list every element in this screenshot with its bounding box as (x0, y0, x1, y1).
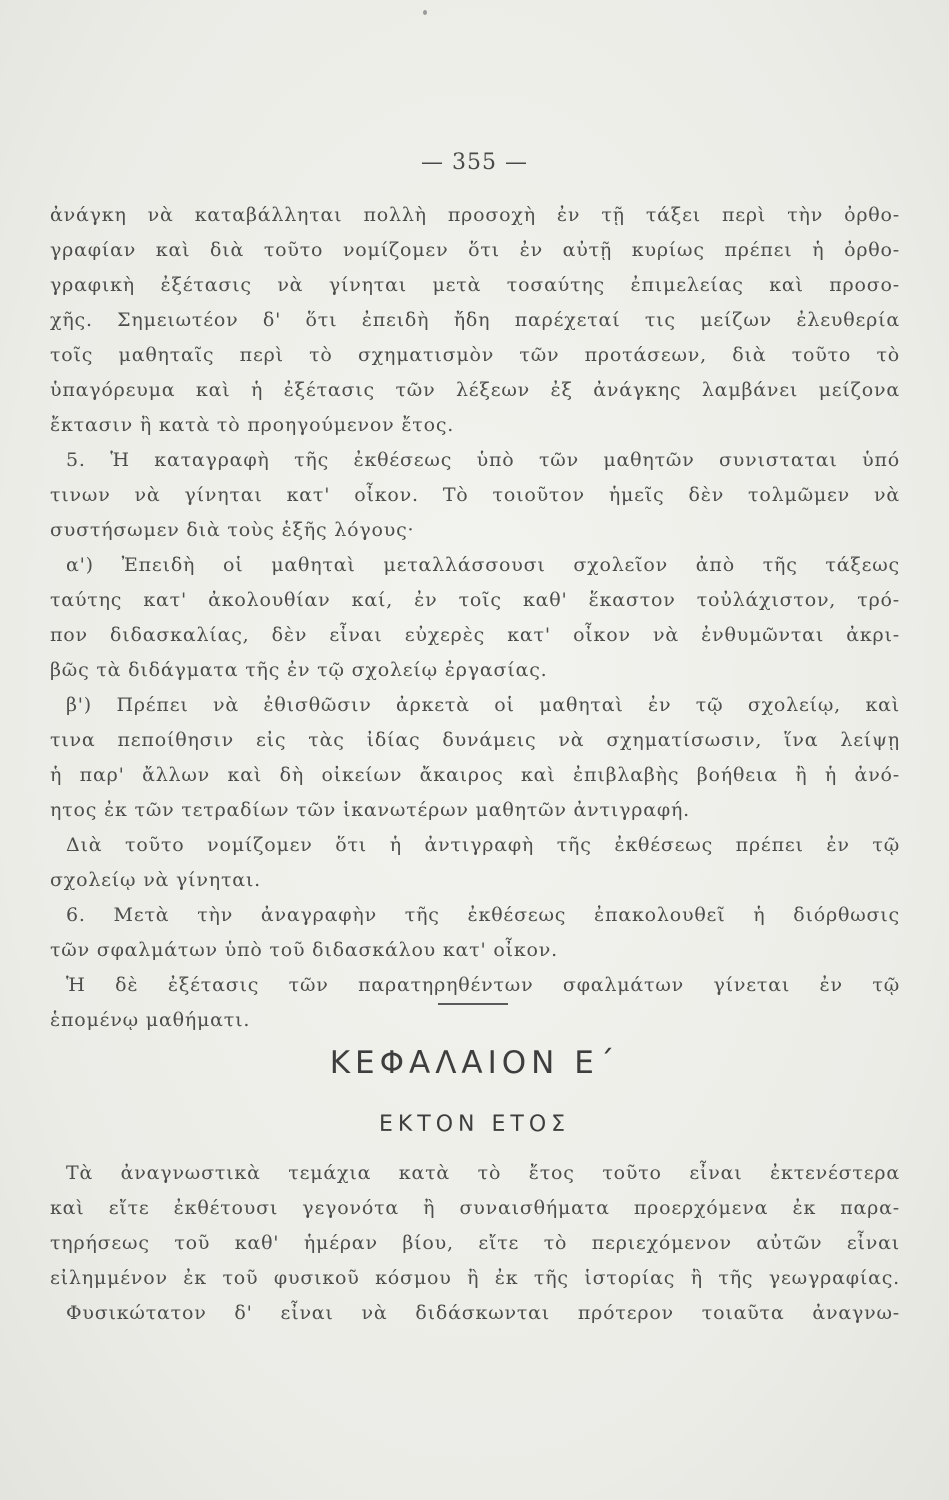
text-line: τινων νὰ γίνηται κατ' οἶκον. Τὸ τοιοῦτον ἡμεῖς δὲν τολμῶμεν νὰ (50, 484, 900, 506)
text-line: τηρήσεως τοῦ καθ' ἡμέραν βίου, εἴτε τὸ περιεχόμενον αὐτῶν εἶναι (50, 1232, 900, 1254)
chapter-title: ΚΕΦΑΛΑΙΟΝ Ε΄ (329, 1045, 620, 1081)
text-line: ταύτης κατ' ἀκολουθίαν καί, ἐν τοῖς καθ' ἕκαστον τοὐλάχιστον, τρό- (50, 589, 900, 611)
text-line: τοῖς μαθηταῖς περὶ τὸ σχηματισμὸν τῶν προτάσεων, διὰ τοῦτο τὸ (50, 344, 900, 366)
ink-spot (423, 10, 427, 15)
text-line: τῶν σφαλμάτων ὑπὸ τοῦ διδασκάλου κατ' οἶκον. (50, 939, 558, 961)
text-block-bottom (50, 1156, 900, 1331)
text-line: β') Πρέπει νὰ ἐθισθῶσιν ἀρκετὰ οἱ μαθηταὶ ἐν τῷ σχολείῳ, καὶ (66, 694, 900, 716)
text-line: βῶς τὰ διδάγματα τῆς ἐν τῷ σχολείῳ ἐργασίας. (50, 659, 548, 681)
text-line: Διὰ τοῦτο νομίζομεν ὅτι ἡ ἀντιγραφὴ τῆς ἐκθέσεως πρέπει ἐν τῷ (66, 834, 900, 856)
text-line: γραφικὴ ἐξέτασις νὰ γίνηται μετὰ τοσαύτης ἐπιμελείας καὶ προσο- (50, 274, 900, 296)
text-line: γραφίαν καὶ διὰ τοῦτο νομίζομεν ὅτι ἐν αὐτῇ κυρίως πρέπει ἡ ὀρθο- (50, 239, 900, 261)
text-line: Τὰ ἀναγνωστικὰ τεμάχια κατὰ τὸ ἔτος τοῦτο εἶναι ἐκτενέστερα (66, 1162, 900, 1184)
text-line: ἀνάγκη νὰ καταβάλληται πολλὴ προσοχὴ ἐν τῇ τάξει περὶ τὴν ὀρθο- (50, 204, 900, 226)
text-line: ἑπομένῳ μαθήματι. (50, 1009, 251, 1031)
chapter-subtitle: ΕΚΤΟΝ ΕΤΟΣ (378, 1112, 571, 1137)
text-line: συστήσωμεν διὰ τοὺς ἑξῆς λόγους· (50, 519, 415, 541)
text-block-top (50, 198, 900, 1038)
text-line: τινα πεποίθησιν εἰς τὰς ἰδίας δυνάμεις νὰ σχηματίσωσιν, ἵνα λείψῃ (50, 729, 900, 751)
text-line: ἡ παρ' ἄλλων καὶ δὴ οἰκείων ἄκαιρος καὶ ἐπιβλαβὴς βοήθεια ἢ ἡ ἀνό- (50, 764, 900, 786)
text-line: σχολείῳ νὰ γίνηται. (50, 869, 261, 891)
text-line: πον διδασκαλίας, δὲν εἶναι εὐχερὲς κατ' οἶκον νὰ ἐνθυμῶνται ἀκρι- (50, 624, 900, 646)
text-line: εἰλημμένον ἐκ τοῦ φυσικοῦ κόσμου ἢ ἐκ τῆς ἱστορίας ἢ τῆς γεωγραφίας. (50, 1267, 900, 1289)
text-line: Ἡ δὲ ἐξέτασις τῶν παρατηρηθέντων σφαλμάτων γίνεται ἐν τῷ (66, 974, 900, 996)
text-line: καὶ εἴτε ἐκθέτουσι γεγονότα ἢ συναισθήματα προερχόμενα ἐκ παρα- (50, 1197, 900, 1219)
text-line: ὑπαγόρευμα καὶ ἡ ἐξέτασις τῶν λέξεων ἐξ ἀνάγκης λαμβάνει μείζονα (50, 379, 900, 401)
text-line: 6. Μετὰ τὴν ἀναγραφὴν τῆς ἐκθέσεως ἐπακολουθεῖ ἡ διόρθωσις (66, 904, 900, 926)
text-line: 5. Ἡ καταγραφὴ τῆς ἐκθέσεως ὑπὸ τῶν μαθητῶν συνισταται ὑπό (66, 449, 900, 471)
page-number: — 355 — (421, 150, 528, 175)
section-divider (438, 1003, 508, 1005)
text-line: ἔκτασιν ἢ κατὰ τὸ προηγούμενον ἔτος. (50, 414, 455, 436)
text-line: χῆς. Σημειωτέον δ' ὅτι ἐπειδὴ ἤδη παρέχεταί τις μείζων ἐλευθερία (50, 309, 900, 331)
text-line: Φυσικώτατον δ' εἶναι νὰ διδάσκωνται πρότερον τοιαῦτα ἀναγνω- (66, 1302, 900, 1324)
text-line: α') Ἐπειδὴ οἱ μαθηταὶ μεταλλάσσουσι σχολεῖον ἀπὸ τῆς τάξεως (66, 554, 900, 576)
text-line: ητος ἐκ τῶν τετραδίων τῶν ἱκανωτέρων μαθητῶν ἀντιγραφή. (50, 799, 690, 821)
